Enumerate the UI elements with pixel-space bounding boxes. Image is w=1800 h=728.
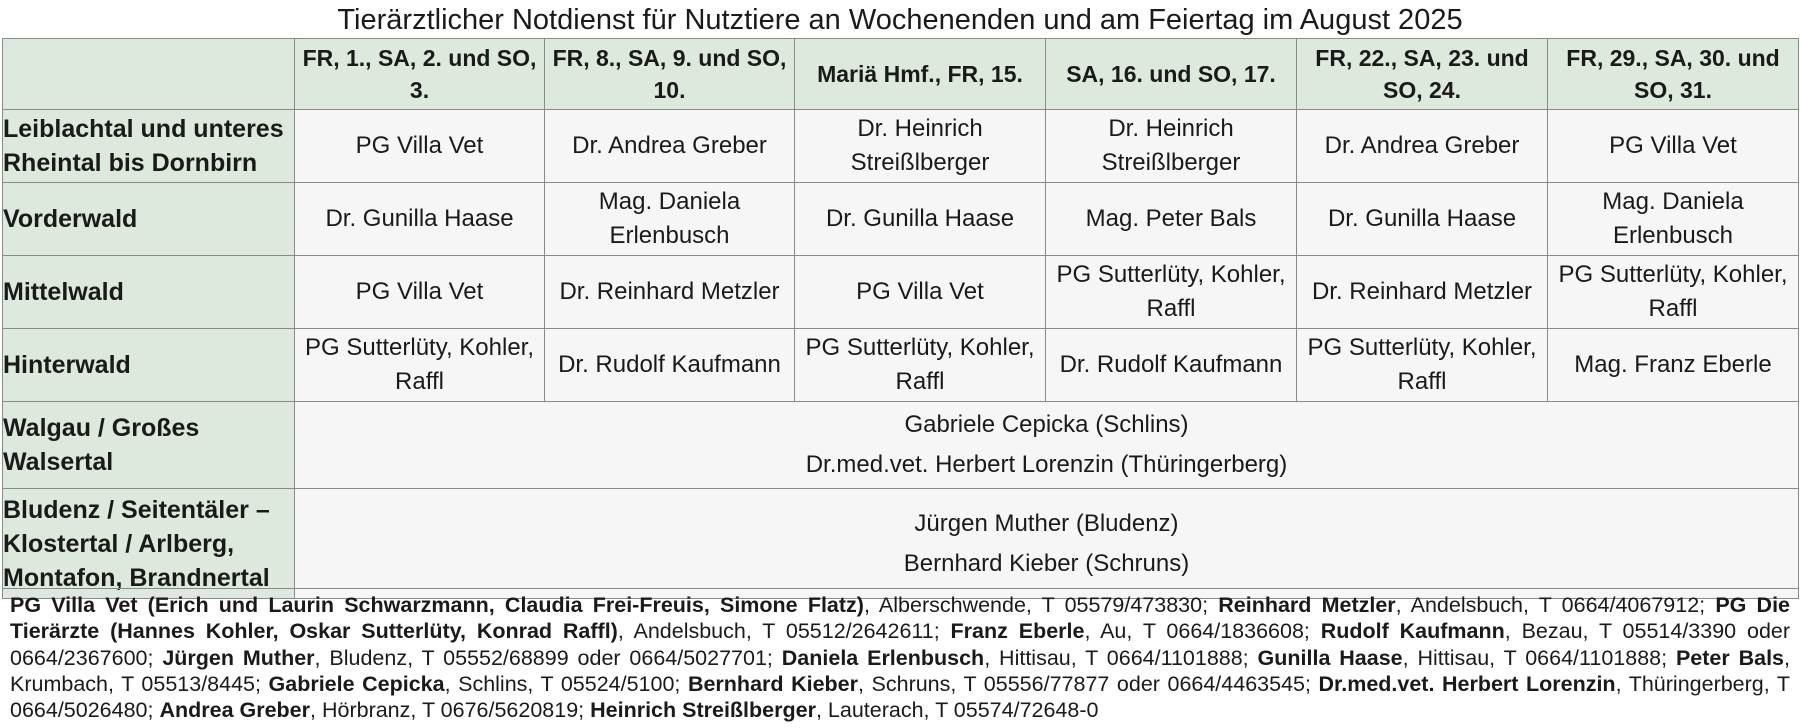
column-header: FR, 29., SA, 30. und SO, 31. <box>1548 39 1799 110</box>
contact-name: Peter Bals <box>1675 645 1785 670</box>
table-row <box>3 256 1799 329</box>
vet-cell: Mag. Daniela Erlenbusch <box>1548 183 1799 256</box>
contact-name: Gunilla Haase <box>1257 645 1403 670</box>
vet-cell: PG Villa Vet <box>295 110 545 183</box>
contact-info: , Bludenz, T 05552/68899 oder 0664/5027701; <box>314 645 782 670</box>
contact-entry <box>1258 646 1676 670</box>
vet-line: Gabriele Cepicka (Schlins) <box>904 411 1189 438</box>
contact-info: , Andelsbuch, T 05512/2642611; <box>617 619 951 644</box>
vet-cell: Dr. Heinrich Streißlberger <box>1046 110 1297 183</box>
contact-name: Jürgen Muther <box>162 645 315 670</box>
merged-vet-cell <box>295 402 1799 489</box>
contact-info: , Krumbach, T 05513/8445; <box>10 645 1790 696</box>
contact-name: PG Die Tierärzte (Hannes Kohler, Oskar Sutterlüty, Konrad Raffl) <box>10 593 1791 644</box>
header-row <box>3 39 1799 110</box>
contact-name: Andrea Greber <box>159 698 311 723</box>
table-row-merged <box>3 489 1799 599</box>
vet-cell: Mag. Peter Bals <box>1046 183 1297 256</box>
vet-cell: PG Sutterlüty, Kohler, Raffl <box>295 329 545 402</box>
contact-entry <box>10 593 1218 617</box>
page-title: Tierärztlicher Notdienst für Nutztiere an Wochenenden und am Feiertag im August 2025 <box>337 4 1463 36</box>
column-header: Mariä Hmf., FR, 15. <box>795 39 1046 110</box>
vet-cell: Dr. Gunilla Haase <box>1297 183 1548 256</box>
contact-entry <box>688 672 1319 696</box>
contact-entry <box>951 619 1321 643</box>
contact-name: Gabriele Cepicka <box>268 671 445 696</box>
contact-info: , Bezau, T 05514/3390 oder 0664/2367600; <box>10 619 1791 670</box>
contact-name: Rudolf Kaufmann <box>1320 619 1505 644</box>
vet-cell: PG Villa Vet <box>1548 110 1799 183</box>
contact-entry <box>162 646 781 670</box>
contact-info: , Lauterach, T 05574/72648-0 <box>815 698 1099 723</box>
vet-cell: Dr. Reinhard Metzler <box>545 256 795 329</box>
contact-info: , Andelsbuch, T 0664/4067912; <box>1395 593 1716 617</box>
contact-info: , Hörbranz, T 0676/5620819; <box>310 698 591 723</box>
contact-name: Franz Eberle <box>950 619 1085 644</box>
vet-cell: Dr. Andrea Greber <box>1297 110 1548 183</box>
contact-info: , Hittisau, T 0664/1101888; <box>984 645 1258 670</box>
contact-name: Heinrich Streißlberger <box>590 698 816 723</box>
contact-info: , Hittisau, T 0664/1101888; <box>1402 645 1676 670</box>
table-row <box>3 329 1799 402</box>
column-header: FR, 8., SA, 9. und SO, 10. <box>545 39 795 110</box>
table-row-merged <box>3 402 1799 489</box>
region-label: Mittelwald <box>3 256 295 329</box>
vet-cell: Mag. Daniela Erlenbusch <box>545 183 795 256</box>
vet-cell: Dr. Reinhard Metzler <box>1297 256 1548 329</box>
vet-cell: PG Sutterlüty, Kohler, Raffl <box>1548 256 1799 329</box>
header-corner <box>3 39 295 110</box>
region-label: Vorderwald <box>3 183 295 256</box>
column-header: FR, 1., SA, 2. und SO, 3. <box>295 39 545 110</box>
contact-info: , Au, T 0664/1836608; <box>1084 619 1321 644</box>
contact-name: Bernhard Kieber <box>687 671 858 696</box>
vet-line: Bernhard Kieber (Schruns) <box>903 549 1190 577</box>
vet-cell: Dr. Heinrich Streißlberger <box>795 110 1046 183</box>
schedule-table <box>2 38 1799 599</box>
contact-info: , Schlins, T 05524/5100; <box>444 671 688 696</box>
vet-cell: Dr. Gunilla Haase <box>295 183 545 256</box>
contact-entry <box>159 698 590 722</box>
contact-name: PG Villa Vet (Erich und Laurin Schwarzmann, Claudia Frei-Freuis, Simone Flatz) <box>10 593 864 617</box>
region-label: Leiblachtal und unteres Rheintal bis Dornbirn <box>3 110 295 183</box>
vet-cell: Dr. Rudolf Kaufmann <box>1046 329 1297 402</box>
region-label: Walgau / Großes Walsertal <box>3 402 295 489</box>
column-header: FR, 22., SA, 23. und SO, 24. <box>1297 39 1548 110</box>
table-row <box>3 110 1799 183</box>
vet-cell: PG Sutterlüty, Kohler, Raffl <box>795 329 1046 402</box>
contact-entry <box>590 698 1098 722</box>
contact-info: , Alberschwende, T 05579/473830; <box>863 593 1219 617</box>
contact-entry <box>269 672 688 696</box>
contact-info: , Schruns, T 05556/77877 oder 0664/4463545; <box>858 671 1319 696</box>
region-label: Hinterwald <box>3 329 295 402</box>
contact-entry <box>782 646 1258 670</box>
contact-name: Dr.med.vet. Herbert Lorenzin <box>1318 671 1616 696</box>
contact-list <box>2 588 1798 726</box>
column-header: SA, 16. und SO, 17. <box>1046 39 1297 110</box>
vet-cell: PG Sutterlüty, Kohler, Raffl <box>1297 329 1548 402</box>
contact-info: , Thüringerberg, T 0664/5026480; <box>10 671 1791 723</box>
contact-entry <box>1218 593 1715 617</box>
merged-vet-cell <box>295 489 1799 599</box>
contact-name: Reinhard Metzler <box>1218 593 1396 617</box>
vet-cell: Dr. Andrea Greber <box>545 110 795 183</box>
vet-line: Dr.med.vet. Herbert Lorenzin (Thüringerberg) <box>805 451 1288 478</box>
vet-cell: PG Villa Vet <box>795 256 1046 329</box>
table-row <box>3 183 1799 256</box>
vet-cell: Dr. Rudolf Kaufmann <box>545 329 795 402</box>
vet-cell: PG Villa Vet <box>295 256 545 329</box>
contact-name: Daniela Erlenbusch <box>781 645 985 670</box>
region-label: Bludenz / Seitentäler – Klostertal / Arlberg, Montafon, Brandnertal <box>3 489 295 599</box>
vet-cell: Mag. Franz Eberle <box>1548 329 1799 402</box>
vet-cell: PG Sutterlüty, Kohler, Raffl <box>1046 256 1297 329</box>
vet-line: Jürgen Muther (Bludenz) <box>914 509 1179 537</box>
vet-cell: Dr. Gunilla Haase <box>795 183 1046 256</box>
